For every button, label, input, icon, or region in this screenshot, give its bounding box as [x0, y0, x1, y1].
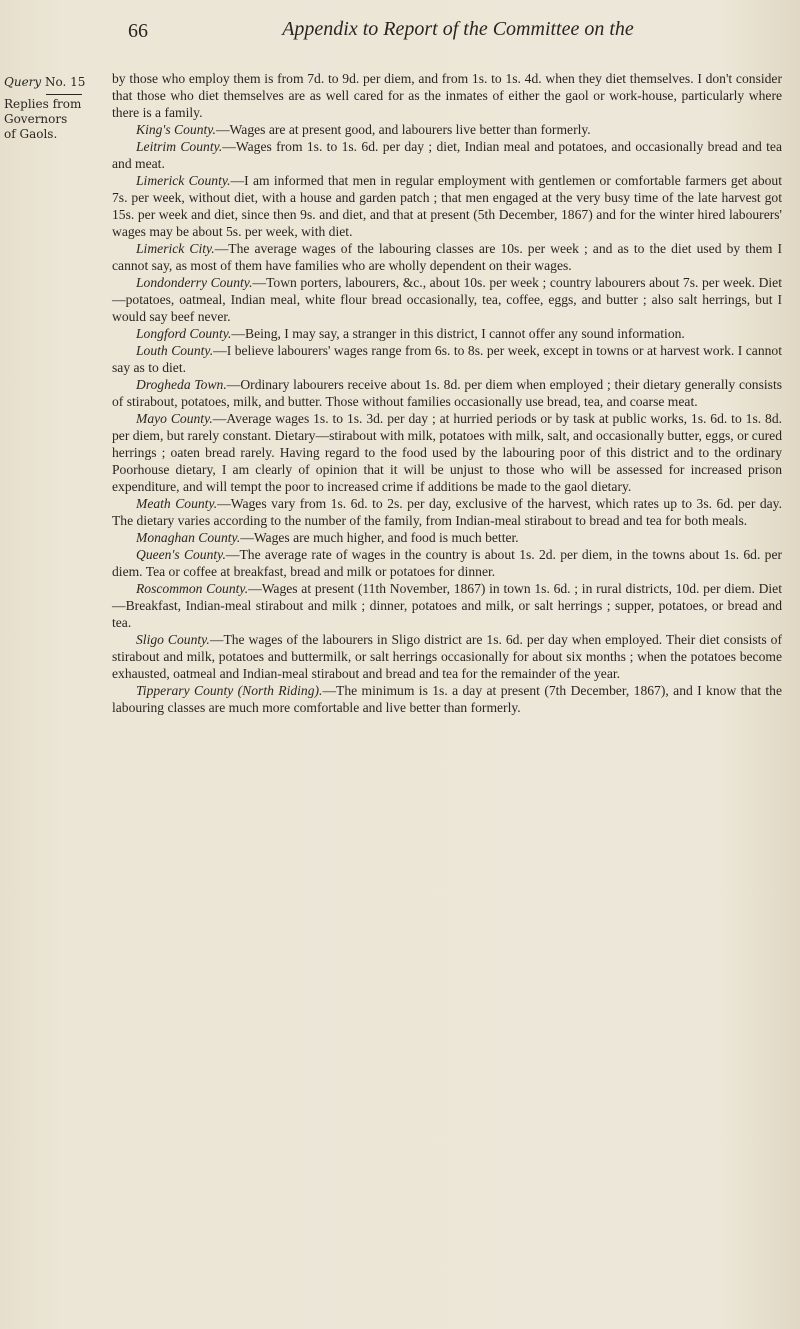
entry-text: —Town porters, labourers, &c., about 10s. per week ; country labourers about 7s. per week. Diet—potatoes, oatmeal, Indian meal, white flour bread occasionally, tea, coffee, eggs, and butter ; also salt herrings, but I would say beef never. — [112, 275, 782, 324]
replies-line: of Gaols. — [4, 127, 58, 141]
county-name: Londonderry County. — [136, 275, 253, 290]
county-entry — [112, 376, 782, 410]
entry-text: —The average wages of the labouring classes are 10s. per week ; and as to the diet used by them I cannot say, as most of them have families who are wholly dependent on their wages. — [112, 241, 782, 273]
entry-text: —The average rate of wages in the country is about 1s. 2d. per diem, in the towns about 1s. 6d. per diem. Tea or coffee at breakfast, bread and milk or potatoes for dinner. — [112, 547, 782, 579]
query-reference — [4, 74, 96, 90]
margin-rule — [46, 94, 82, 95]
page-header — [128, 14, 788, 54]
entry-text: —Wages are at present good, and labourers live better than formerly. — [215, 122, 591, 137]
county-name: Limerick City. — [136, 241, 215, 256]
entry-text: —Wages from 1s. to 1s. 6d. per day ; diet, Indian meal and potatoes, and occasionally bread and tea and meat. — [112, 139, 782, 171]
county-name: Meath County. — [136, 496, 218, 511]
county-name: Longford County. — [136, 326, 232, 341]
county-entry — [112, 546, 782, 580]
entry-text: —Wages at present (11th November, 1867) in town 1s. 6d. ; in rural districts, 10d. per diem. Diet—Breakfast, Indian-meal stirabout and milk ; dinner, potatoes and milk, or salt herrings ; supper, potatoes, or bread and tea. — [112, 581, 782, 630]
replies-note — [4, 97, 96, 142]
county-entry — [112, 410, 782, 495]
entry-text: —The wages of the labourers in Sligo district are 1s. 6d. per day when employed. Their diet consists of stirabout and milk, potatoes and buttermilk, or salt herrings occasionally for about six months ; when the potatoes become exhausted, oatmeal and Indian-meal stirabout and bread and tea for the remainder of the year. — [112, 632, 783, 681]
margin-note — [4, 74, 96, 142]
county-entry — [112, 172, 782, 240]
entry-text: —Ordinary labourers receive about 1s. 8d. per diem when employed ; their dietary generally consists of stirabout, potatoes, milk, and butter. Those without families occasionally use bread, tea, and coarse meat. — [112, 377, 783, 409]
entry-text: —Average wages 1s. to 1s. 3d. per day ; at hurried periods or by task at public works, 1s. 6d. to 1s. 8d. per diem, but rarely constant. Dietary—stirabout with milk, potatoes with milk, salt, and occasionally butter, eggs, or cured herrings ; oaten bread rarely. Having regard to the food used by the labouring poor of this district and to the ordinary Poorhouse dietary, I am clearly of opinion that it will be unjust to those who will be assessed for increased prison expenditure, and will tempt the poor to increased crime if additions be made to the gaol dietary. — [112, 411, 783, 494]
entry-text: —I am informed that men in regular employment with gentlemen or comfortable farmers get about 7s. per week, without diet, with a house and garden patch ; that men engaged at the very busy time of the late harvest got 15s. per week and diet, since then 9s. and diet, and that at present (5th December, 1867) and for the winter hired labourers' wages may be about 5s. per week, with diet. — [112, 173, 783, 239]
running-title: Appendix to Report of the Committee on the — [282, 18, 634, 40]
county-entry — [112, 325, 782, 342]
county-name: Louth County. — [136, 343, 214, 358]
entry-text: —The minimum is 1s. a day at present (7th December, 1867), and I know that the labouring classes are much more comfortable and live better than formerly. — [112, 683, 783, 715]
county-entry — [112, 529, 782, 546]
county-name: Drogheda Town. — [136, 377, 227, 392]
county-name: King's County. — [136, 122, 216, 137]
county-name: Limerick County. — [136, 173, 231, 188]
county-entry — [112, 342, 782, 376]
replies-line: Governors — [4, 112, 68, 126]
county-entries — [112, 121, 782, 716]
county-name: Leitrim County. — [136, 139, 223, 154]
county-name: Queen's County. — [136, 547, 226, 562]
county-entry — [112, 138, 782, 172]
entry-text: —Wages vary from 1s. 6d. to 2s. per day, exclusive of the harvest, which rates up to 3s. 6d. per day. The dietary varies according to the number of the family, from Indian-meal stirabout to bread and tea for both meals. — [112, 496, 782, 528]
county-name: Tipperary County (North Riding). — [136, 683, 323, 698]
county-entry — [112, 240, 782, 274]
county-entry — [112, 631, 782, 682]
query-label: Query — [4, 75, 42, 89]
county-entry — [112, 495, 782, 529]
county-entry — [112, 580, 782, 631]
replies-line: Replies from — [4, 97, 82, 111]
entry-text: —Being, I may say, a stranger in this district, I cannot offer any sound information. — [231, 326, 685, 341]
page-number: 66 — [128, 20, 148, 42]
entry-text: —Wages are much higher, and food is much better. — [240, 530, 519, 545]
county-name: Monaghan County. — [136, 530, 241, 545]
continuation-paragraph: by those who employ them is from 7d. to 9d. per diem, and from 1s. to 1s. 4d. when they diet themselves. I don't consider that those who diet themselves are as well cared for as the inmates of either the gaol or work-house, particularly where there is a family. — [112, 71, 782, 120]
county-entry — [112, 274, 782, 325]
entry-text: —I believe labourers' wages range from 6s. to 8s. per week, except in towns or at harvest work. I cannot say as to diet. — [112, 343, 782, 375]
county-name: Roscommon County. — [136, 581, 249, 596]
county-entry — [112, 682, 782, 716]
county-entry — [112, 121, 782, 138]
body-text — [112, 70, 782, 716]
county-name: Mayo County. — [136, 411, 213, 426]
query-number: No. 15 — [45, 75, 86, 89]
county-name: Sligo County. — [136, 632, 210, 647]
